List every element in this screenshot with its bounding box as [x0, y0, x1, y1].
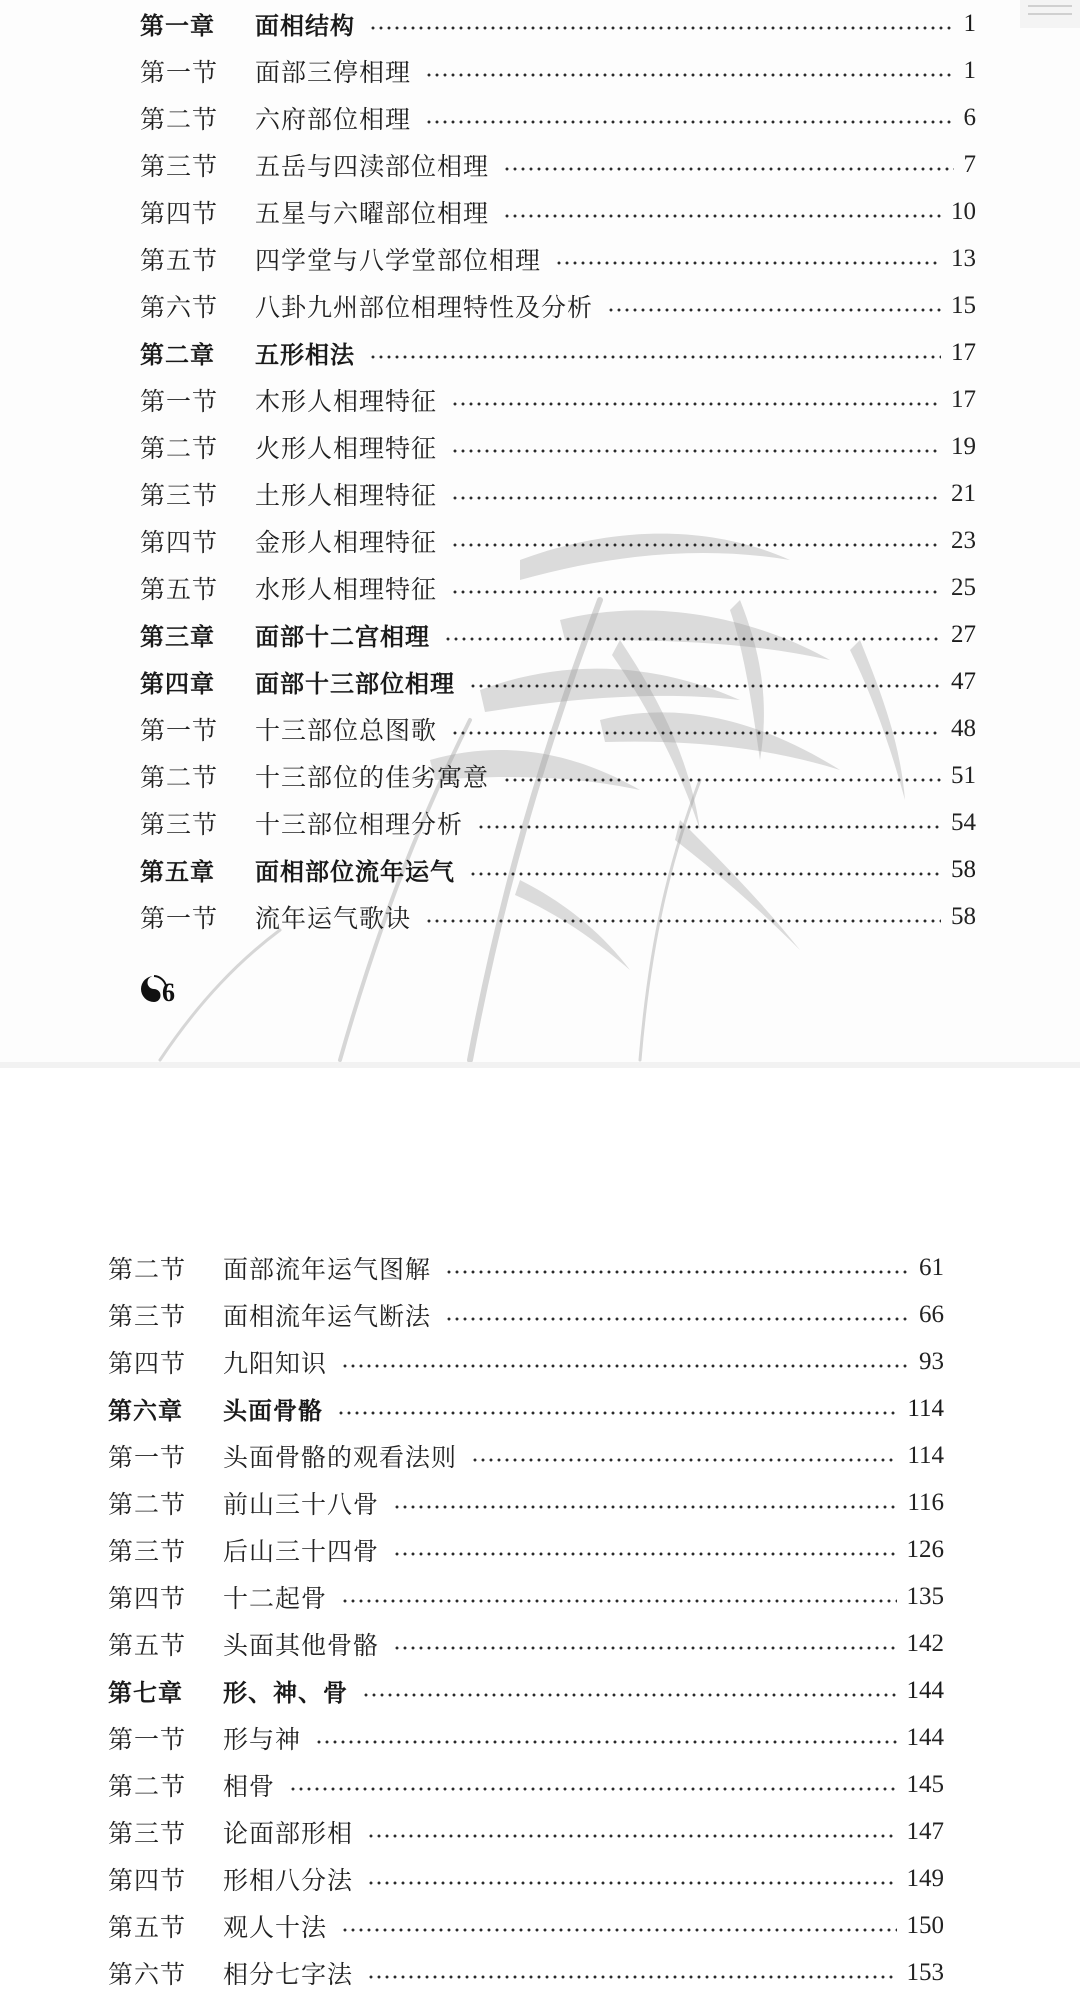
entry-number: 第三节	[108, 1301, 187, 1331]
entry-number: 第二节	[140, 433, 219, 463]
entry-page-number: 144	[906, 1676, 944, 1704]
entry-number: 第三节	[140, 480, 219, 510]
entry-number: 第六章	[108, 1397, 183, 1425]
corner-scan-mark	[1020, 0, 1080, 28]
entry-title: 形、神、骨	[223, 1679, 348, 1707]
toc-section-entry	[108, 1949, 944, 1996]
entry-page-number: 150	[906, 1911, 944, 1939]
toc-chapter-entry	[140, 0, 976, 47]
dot-leader	[445, 1270, 909, 1274]
dot-leader	[471, 1458, 897, 1462]
entry-number: 第五节	[140, 574, 219, 604]
toc-section-entry	[140, 47, 976, 94]
entry-number: 第四节	[108, 1583, 187, 1613]
toc-section-entry	[140, 235, 976, 282]
toc-list-bottom	[108, 1244, 944, 1996]
dot-leader	[367, 1881, 896, 1885]
entry-page-number: 15	[951, 291, 976, 319]
entry-title: 形相八分法	[223, 1865, 354, 1895]
entry-title: 十三部位总图歌	[255, 715, 438, 745]
dot-leader	[337, 1411, 897, 1415]
dot-leader	[315, 1740, 896, 1744]
toc-section-entry	[108, 1526, 944, 1573]
entry-number: 第一章	[140, 12, 215, 40]
folio-number: 6	[162, 978, 175, 1007]
dot-leader	[393, 1646, 896, 1650]
toc-section-entry	[108, 1291, 944, 1338]
entry-page-number: 48	[951, 714, 976, 742]
entry-title: 六府部位相理	[255, 104, 412, 134]
dot-leader	[369, 355, 941, 359]
entry-page-number: 58	[951, 902, 976, 930]
entry-title: 相骨	[223, 1771, 276, 1801]
toc-section-entry	[140, 376, 976, 423]
entry-title: 头面其他骨骼	[223, 1630, 380, 1660]
dot-leader	[607, 308, 941, 312]
entry-number: 第三节	[140, 151, 219, 181]
toc-section-entry	[108, 1902, 944, 1949]
toc-section-entry	[108, 1573, 944, 1620]
dot-leader	[341, 1928, 896, 1932]
entry-number: 第五节	[108, 1630, 187, 1660]
dot-leader	[289, 1787, 896, 1791]
entry-number: 第四节	[140, 527, 219, 557]
dot-leader	[393, 1505, 897, 1509]
entry-number: 第一节	[140, 57, 219, 87]
entry-title: 金形人相理特征	[255, 527, 438, 557]
entry-page-number: 145	[906, 1770, 944, 1798]
toc-section-entry	[140, 141, 976, 188]
entry-title: 五星与六曜部位相理	[255, 198, 490, 228]
entry-title: 土形人相理特征	[255, 480, 438, 510]
toc-section-entry	[108, 1620, 944, 1667]
entry-number: 第七章	[108, 1679, 183, 1707]
entry-title: 相分七字法	[223, 1959, 354, 1989]
toc-section-entry	[140, 564, 976, 611]
toc-section-entry	[140, 94, 976, 141]
entry-page-number: 135	[906, 1582, 944, 1610]
toc-section-entry	[140, 705, 976, 752]
toc-section-entry	[108, 1714, 944, 1761]
dot-leader	[503, 214, 941, 218]
dot-leader	[367, 1834, 896, 1838]
entry-number: 第四节	[108, 1865, 187, 1895]
toc-section-entry	[140, 893, 976, 940]
entry-page-number: 47	[951, 667, 976, 695]
entry-page-number: 23	[951, 526, 976, 554]
entry-number: 第四节	[108, 1348, 187, 1378]
toc-section-entry	[140, 470, 976, 517]
dot-leader	[367, 1975, 896, 1979]
entry-number: 第一节	[140, 903, 219, 933]
toc-list-top	[140, 0, 976, 940]
toc-section-entry	[140, 752, 976, 799]
entry-page-number: 1	[963, 9, 976, 37]
entry-number: 第三节	[108, 1818, 187, 1848]
toc-section-entry	[108, 1432, 944, 1479]
entry-page-number: 27	[951, 620, 976, 648]
entry-page-number: 58	[951, 855, 976, 883]
entry-page-number: 51	[951, 761, 976, 789]
entry-title: 十三部位的佳劣寓意	[255, 762, 490, 792]
entry-number: 第四节	[140, 198, 219, 228]
entry-number: 第五节	[140, 245, 219, 275]
dot-leader	[369, 26, 954, 30]
toc-section-entry	[108, 1479, 944, 1526]
entry-title: 四学堂与八学堂部位相理	[255, 245, 542, 275]
dot-leader	[444, 637, 941, 641]
entry-title: 面相结构	[255, 12, 355, 40]
toc-section-entry	[140, 799, 976, 846]
entry-page-number: 17	[951, 385, 976, 413]
entry-number: 第四章	[140, 670, 215, 698]
toc-chapter-entry	[140, 658, 976, 705]
entry-title: 后山三十四骨	[223, 1536, 380, 1566]
dot-leader	[341, 1364, 909, 1368]
dot-leader	[451, 449, 941, 453]
dot-leader	[425, 73, 953, 77]
entry-page-number: 66	[919, 1300, 944, 1328]
dot-leader	[425, 120, 953, 124]
toc-chapter-entry	[140, 329, 976, 376]
entry-title: 十二起骨	[223, 1583, 328, 1613]
entry-page-number: 61	[919, 1253, 944, 1281]
toc-section-entry	[140, 423, 976, 470]
entry-number: 第三章	[140, 623, 215, 651]
entry-page-number: 114	[907, 1441, 944, 1469]
dot-leader	[451, 543, 941, 547]
entry-title: 形与神	[223, 1724, 302, 1754]
entry-page-number: 10	[951, 197, 976, 225]
entry-page-number: 142	[906, 1629, 944, 1657]
entry-page-number: 126	[906, 1535, 944, 1563]
entry-number: 第一节	[108, 1442, 187, 1472]
dot-leader	[393, 1552, 896, 1556]
dot-leader	[451, 402, 941, 406]
toc-section-entry	[108, 1338, 944, 1385]
dot-leader	[451, 731, 941, 735]
entry-page-number: 7	[963, 150, 976, 178]
entry-number: 第三节	[140, 809, 219, 839]
dot-leader	[341, 1599, 896, 1603]
dot-leader	[503, 778, 941, 782]
entry-page-number: 144	[906, 1723, 944, 1751]
entry-number: 第二节	[108, 1771, 187, 1801]
entry-title: 观人十法	[223, 1912, 328, 1942]
dot-leader	[451, 590, 941, 594]
dot-leader	[362, 1693, 897, 1697]
entry-title: 面部十三部位相理	[255, 670, 455, 698]
entry-number: 第二节	[140, 104, 219, 134]
entry-title: 水形人相理特征	[255, 574, 438, 604]
entry-number: 第二章	[140, 341, 215, 369]
entry-number: 第一节	[140, 386, 219, 416]
entry-title: 面相部位流年运气	[255, 858, 455, 886]
toc-section-entry	[108, 1761, 944, 1808]
entry-title: 八卦九州部位相理特性及分析	[255, 292, 594, 322]
dot-leader	[469, 872, 941, 876]
entry-title: 九阳知识	[223, 1348, 328, 1378]
toc-section-entry	[108, 1855, 944, 1902]
entry-page-number: 116	[907, 1488, 944, 1516]
entry-title: 头面骨骼的观看法则	[223, 1442, 458, 1472]
entry-page-number: 147	[906, 1817, 944, 1845]
entry-page-number: 93	[919, 1347, 944, 1375]
toc-chapter-entry	[140, 846, 976, 893]
toc-section-entry	[140, 517, 976, 564]
page-folio	[140, 970, 175, 1008]
entry-title: 木形人相理特征	[255, 386, 438, 416]
dot-leader	[469, 684, 941, 688]
entry-title: 头面骨骼	[223, 1397, 323, 1425]
entry-title: 流年运气歌诀	[255, 903, 412, 933]
entry-number: 第一节	[108, 1724, 187, 1754]
entry-page-number: 114	[907, 1394, 944, 1422]
entry-title: 面部流年运气图解	[223, 1254, 432, 1284]
entry-title: 火形人相理特征	[255, 433, 438, 463]
entry-number: 第三节	[108, 1536, 187, 1566]
entry-title: 论面部形相	[223, 1818, 354, 1848]
entry-page-number: 6	[963, 103, 976, 131]
dot-leader	[451, 496, 941, 500]
entry-page-number: 54	[951, 808, 976, 836]
entry-page-number: 1	[963, 56, 976, 84]
entry-page-number: 13	[951, 244, 976, 272]
entry-number: 第二节	[108, 1254, 187, 1284]
dot-leader	[425, 919, 941, 923]
entry-page-number: 153	[906, 1958, 944, 1986]
dot-leader	[555, 261, 941, 265]
entry-number: 第五节	[108, 1912, 187, 1942]
entry-title: 前山三十八骨	[223, 1489, 380, 1519]
entry-number: 第二节	[108, 1489, 187, 1519]
entry-page-number: 149	[906, 1864, 944, 1892]
toc-chapter-entry	[140, 611, 976, 658]
toc-section-entry	[140, 188, 976, 235]
dot-leader	[445, 1317, 909, 1321]
entry-title: 五形相法	[255, 341, 355, 369]
entry-number: 第二节	[140, 762, 219, 792]
entry-title: 十三部位相理分析	[255, 809, 464, 839]
entry-title: 面部十二宫相理	[255, 623, 430, 651]
entry-page-number: 21	[951, 479, 976, 507]
dot-leader	[503, 167, 953, 171]
entry-page-number: 19	[951, 432, 976, 460]
dot-leader	[477, 825, 941, 829]
entry-number: 第一节	[140, 715, 219, 745]
entry-number: 第五章	[140, 858, 215, 886]
toc-section-entry	[140, 282, 976, 329]
entry-page-number: 25	[951, 573, 976, 601]
toc-section-entry	[108, 1244, 944, 1291]
entry-number: 第六节	[108, 1959, 187, 1989]
entry-page-number: 17	[951, 338, 976, 366]
toc-chapter-entry	[108, 1385, 944, 1432]
entry-title: 面部三停相理	[255, 57, 412, 87]
toc-section-entry	[108, 1808, 944, 1855]
toc-chapter-entry	[108, 1667, 944, 1714]
entry-number: 第六节	[140, 292, 219, 322]
entry-title: 面相流年运气断法	[223, 1301, 432, 1331]
entry-title: 五岳与四渎部位相理	[255, 151, 490, 181]
